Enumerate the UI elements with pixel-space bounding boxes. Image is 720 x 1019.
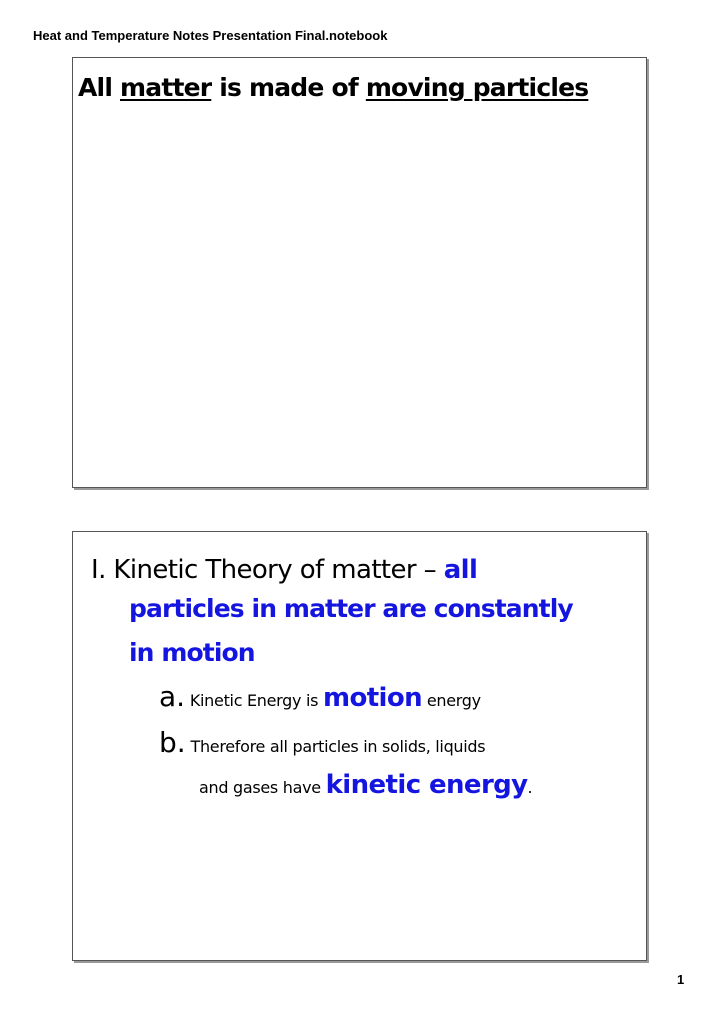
heading-emphasis-line-3: in motion — [129, 638, 255, 667]
list-item-b-continuation — [199, 770, 532, 800]
list-marker-a: a. — [159, 680, 186, 713]
item-a-text-after: energy — [422, 691, 481, 710]
slide-1 — [72, 57, 647, 488]
title-matter-underlined: matter — [120, 73, 212, 102]
list-item-a — [159, 680, 481, 713]
item-a-emphasis-motion: motion — [322, 683, 423, 713]
slide-1-title — [78, 73, 588, 102]
kinetic-theory-heading — [91, 555, 477, 585]
item-b-line-2-before: and gases have — [199, 778, 326, 797]
title-text-is-made-of: is made of — [211, 73, 366, 102]
list-marker-b: b. — [159, 726, 186, 759]
document-title: Heat and Temperature Notes Presentation Final.notebook — [33, 28, 388, 43]
item-b-line-1: Therefore all particles in solids, liquids — [185, 737, 486, 756]
heading-emphasis-all: all — [443, 555, 478, 585]
item-b-line-2-after: . — [527, 778, 533, 797]
title-text-all: All — [78, 73, 120, 102]
item-a-text-before: Kinetic Energy is — [185, 691, 323, 710]
slide-2 — [72, 531, 647, 961]
item-b-emphasis-kinetic-energy: kinetic energy — [325, 770, 528, 800]
title-moving-particles-underlined: moving particles — [365, 73, 589, 102]
heading-prefix: I. Kinetic Theory of matter – — [91, 555, 444, 585]
list-item-b — [159, 726, 485, 759]
page-number: 1 — [677, 972, 685, 987]
heading-emphasis-line-2: particles in matter are constantly — [129, 594, 573, 623]
